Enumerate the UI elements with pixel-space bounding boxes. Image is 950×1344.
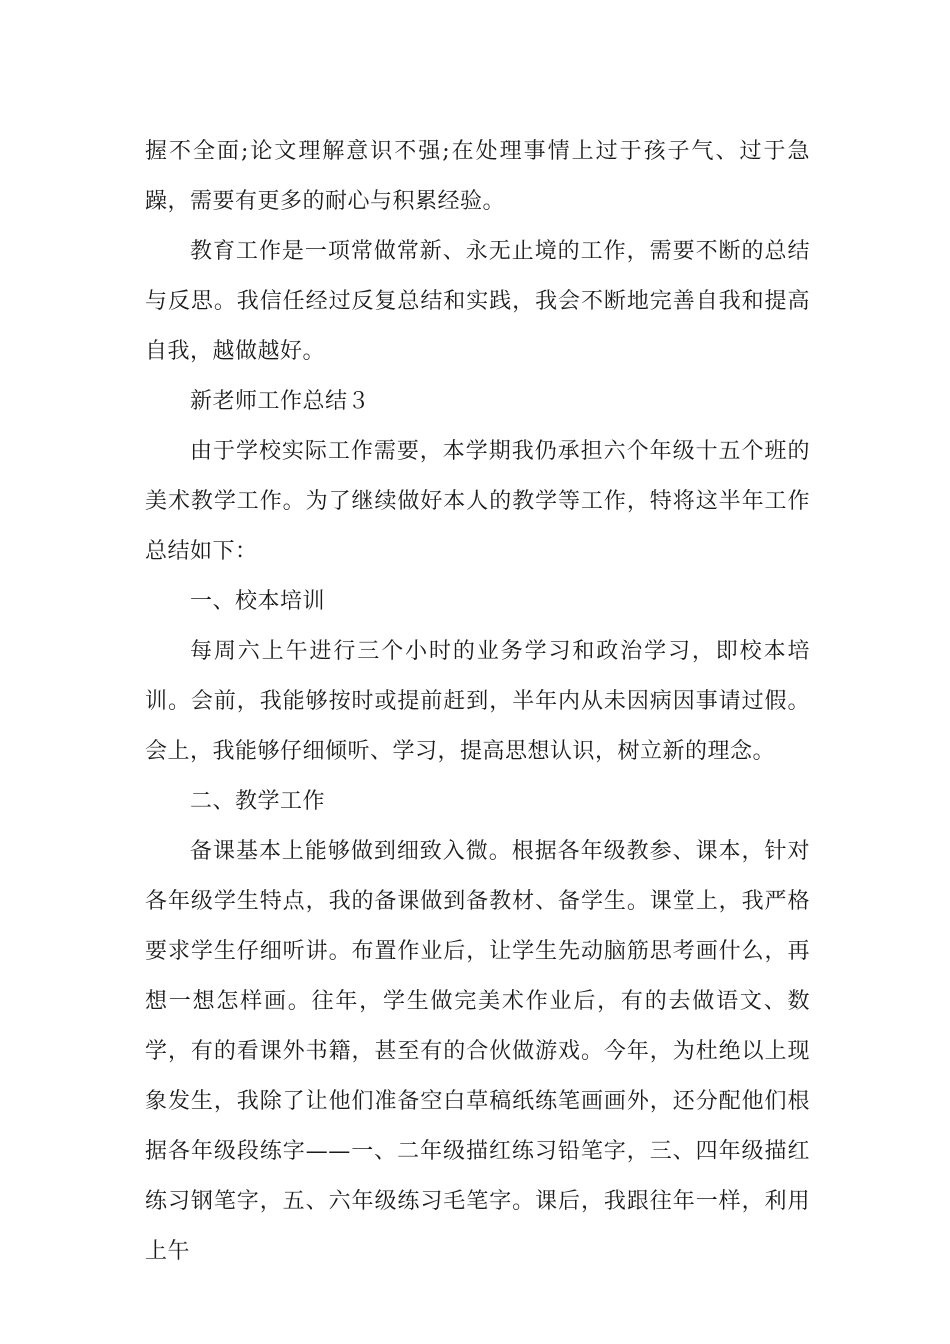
paragraph-intro: 由于学校实际工作需要，本学期我仍承担六个年级十五个班的美术教学工作。为了继续做好本人的教学等工作，特将这半年工作总结如下： — [145, 439, 810, 564]
subheading-school-training: 一、校本培训 — [190, 589, 326, 614]
paragraph-reflection: 教育工作是一项常做常新、永无止境的工作，需要不断的总结与反思。我信任经过反复总结和实践，我会不断地完善自我和提高自我，越做越好。 — [145, 239, 810, 364]
paragraph-continued: 握不全面;论文理解意识不强;在处理事情上过于孩子气、过于急躁，需要有更多的耐心与积累经验。 — [145, 139, 810, 214]
paragraph-teaching-work: 备课基本上能够做到细致入微。根据各年级教参、课本，针对各年级学生特点，我的备课做到备教材、备学生。课堂上，我严格要求学生仔细听讲。布置作业后，让学生先动脑筋思考画什么，再想一想怎样画。往年，学生做完美术作业后，有的去做语文、数学，有的看课外书籍，甚至有的合伙做游戏。今年，为杜绝以上现象发生，我除了让他们准备空白草稿纸练笔画画外，还分配他们根据各年级段练字——一、二年级描红练习铅笔字，三、四年级描红练习钢笔字，五、六年级练习毛笔字。课后，我跟往年一样，利用上午 — [145, 839, 810, 1264]
paragraph-school-training: 每周六上午进行三个小时的业务学习和政治学习，即校本培训。会前，我能够按时或提前赶到，半年内从未因病因事请过假。会上，我能够仔细倾听、学习，提高思想认识，树立新的理念。 — [145, 639, 810, 764]
subheading-teaching-work: 二、教学工作 — [190, 789, 326, 814]
section-title: 新老师工作总结３ — [190, 389, 371, 414]
document-body — [145, 127, 810, 1277]
